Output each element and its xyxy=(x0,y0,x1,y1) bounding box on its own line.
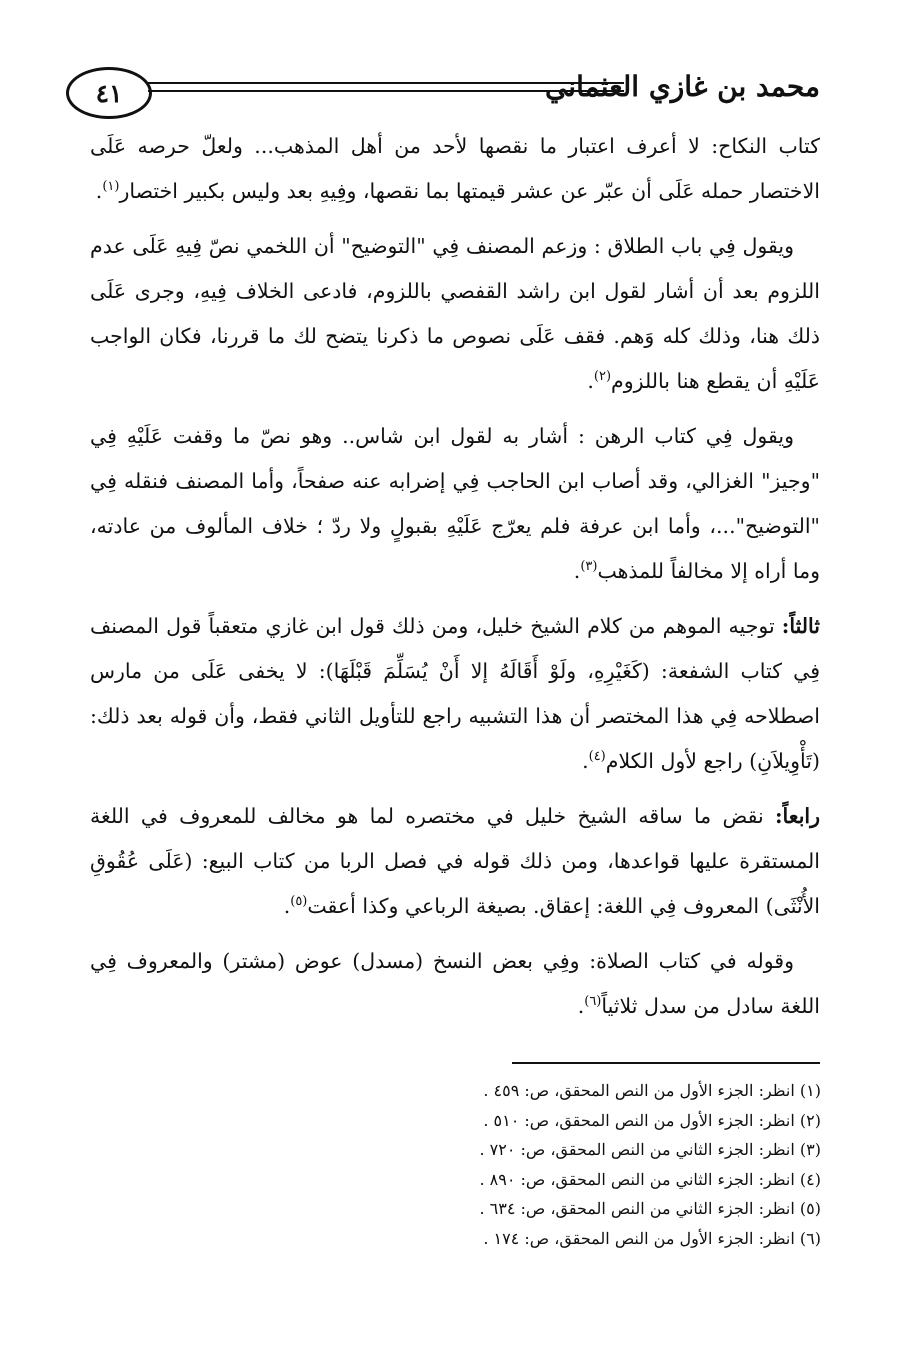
paragraph-text: ويقول فِي باب الطلاق : وزعم المصنف فِي "التوضيح" أن اللخمي نصّ فِيهِ عَلَى عدم اللزوم بعد أن أشار لقول ابن راشد القفصي باللزوم، فادعى الخلاف فِيهِ، وجرى عَلَى ذلك هنا، وذلك كله وَهم. فقف عَلَى نصوص ما ذكرنا يتضح لك ما قررنا، فكان الواجب عَلَيْهِ أن يقطع هنا باللزوم xyxy=(90,234,820,393)
paragraph: ويقول فِي باب الطلاق : وزعم المصنف فِي "التوضيح" أن اللخمي نصّ فِيهِ عَلَى عدم اللزوم بعد أن أشار لقول ابن راشد القفصي باللزوم، فادعى الخلاف فِيهِ، وجرى عَلَى ذلك هنا، وذلك كله وَهم. فقف عَلَى نصوص ما ذكرنا يتضح لك ما قررنا، فكان الواجب عَلَيْهِ أن يقطع هنا باللزوم$^{(٢)}$. xyxy=(90,234,820,393)
paragraph: كتاب النكاح: لا أعرف اعتبار ما نقصها لأحد من أهل المذهب... ولعلّ حرصه عَلَى الاختصار حمله عَلَى أن عبّر عن عشر قيمتها بما نقصها، وفِيهِ بعد وليس بكبير اختصار$^{(١)}$. xyxy=(90,134,820,203)
paragraph: ثالثاً: توجيه الموهم من كلام الشيخ خليل، ومن ذلك قول ابن غازي متعقباً قول المصنف فِي كتاب الشفعة: (كَغَيْرِهِ، ولَوْ أَقَالَهُ إلا أَنْ يُسَلِّمَ قَبْلَهَا): لا يخفى عَلَى من مارس اصطلاحه فِي هذا المختصر أن هذا التشبيه راجع للتأويل الثاني فقط، وأن قوله بعد ذلك: (تَأْوِيلاَنِ) راجع لأول الكلام$^{(٤)}$. xyxy=(90,614,820,773)
footnote-ref[interactable]: (٣) xyxy=(580,559,598,575)
main-text xyxy=(90,124,820,1039)
footnote: (٢) انظر: الجزء الأول من النص المحقق، ص: ٥١٠ . xyxy=(483,1110,821,1130)
paragraph-lead: رابعاً: xyxy=(774,804,820,828)
footnote-ref[interactable]: (٥) xyxy=(290,894,308,910)
page-number: ٤١ xyxy=(66,67,152,119)
paragraph-text: كتاب النكاح: لا أعرف اعتبار ما نقصها لأحد من أهل المذهب... ولعلّ حرصه عَلَى الاختصار حمله عَلَى أن عبّر عن عشر قيمتها بما نقصها، وفِيهِ بعد وليس بكبير اختصار xyxy=(90,134,820,203)
footnote: (٣) انظر: الجزء الثاني من النص المحقق، ص: ٧٢٠ . xyxy=(479,1140,821,1159)
footnote: (١) انظر: الجزء الأول من النص المحقق، ص: ٤٥٩ . xyxy=(483,1081,821,1100)
paragraph-text: ويقول فِي كتاب الرهن : أشار به لقول ابن شاس.. وهو نصّ ما وقفت عَلَيْهِ فِي "وجيز" الغزالي، وقد أصاب ابن الحاجب فِي إضرابه عنه صفحاً، وأما المصنف فنقله فِي "التوضيح"...، وأما ابن عرفة فلم يعرّج عَلَيْهِ بقبولٍ ولا ردّ ؛ خلاف المألوف من عادته، وما أراه إلا مخالفاً للمذهب xyxy=(90,424,820,583)
paragraph: رابعاً: نقض ما ساقه الشيخ خليل في مختصره لما هو مخالف للمعروف في اللغة المستقرة عليها قواعدها، ومن ذلك قوله في فصل الربا من كتاب البيع: (عَلَى عُقُوقِ الأُنْثَى) المعروف فِي اللغة: إعقاق. بصيغة الرباعي وكذا أعقت$^{(٥)}$. xyxy=(90,804,820,918)
paragraph-text: وقوله في كتاب الصلاة: وفِي بعض النسخ (مسدل) عوض (مشتر) والمعروف فِي اللغة سادل من سدل ثلاثياً xyxy=(90,949,820,1018)
footnote: (٥) انظر: الجزء الثاني من النص المحقق، ص: ٦٣٤ . xyxy=(479,1199,821,1218)
footnote: (٤) انظر: الجزء الثاني من النص المحقق، ص: ٨٩٠ . xyxy=(479,1169,821,1189)
footnote-ref[interactable]: (٤) xyxy=(588,749,606,765)
paragraph: وقوله في كتاب الصلاة: وفِي بعض النسخ (مسدل) عوض (مشتر) والمعروف فِي اللغة سادل من سدل ثلاثياً$^{(٦)}$. xyxy=(90,949,820,1018)
paragraph: ويقول فِي كتاب الرهن : أشار به لقول ابن شاس.. وهو نصّ ما وقفت عَلَيْهِ فِي "وجيز" الغزالي، وقد أصاب ابن الحاجب فِي إضرابه عنه صفحاً، وأما المصنف فنقله فِي "التوضيح"...، وأما ابن عرفة فلم يعرّج عَلَيْهِ بقبولٍ ولا ردّ ؛ خلاف المألوف من عادته، وما أراه إلا مخالفاً للمذهب$^{(٣)}$. xyxy=(90,424,820,583)
running-title: محمد بن غازي العثماني xyxy=(544,70,820,103)
paragraph-text: توجيه الموهم من كلام الشيخ خليل، ومن ذلك قول ابن غازي متعقباً قول المصنف فِي كتاب الشفعة: (كَغَيْرِهِ، ولَوْ أَقَالَهُ إلا أَنْ يُسَلِّمَ قَبْلَهَا): لا يخفى عَلَى من مارس اصطلاحه فِي هذا المختصر أن هذا التشبيه راجع للتأويل الثاني فقط، وأن قوله بعد ذلك: (تَأْوِيلاَنِ) راجع لأول الكلام xyxy=(90,614,820,773)
paragraph-text: نقض ما ساقه الشيخ خليل في مختصره لما هو مخالف للمعروف في اللغة المستقرة عليها قواعدها، ومن ذلك قوله في فصل الربا من كتاب البيع: (عَلَى عُقُوقِ الأُنْثَى) المعروف فِي اللغة: إعقاق. بصيغة الرباعي وكذا أعقت xyxy=(90,804,820,918)
paragraph-lead: ثالثاً: xyxy=(781,614,820,638)
footnote-ref[interactable]: (٦) xyxy=(584,994,602,1010)
footnote: (٦) انظر: الجزء الأول من النص المحقق، ص: ١٧٤ . xyxy=(483,1228,821,1248)
footnote-ref[interactable]: (١) xyxy=(102,179,120,195)
footnote-ref[interactable]: (٢) xyxy=(593,369,612,385)
footnote-separator xyxy=(512,1062,820,1064)
footnotes xyxy=(361,1076,821,1253)
